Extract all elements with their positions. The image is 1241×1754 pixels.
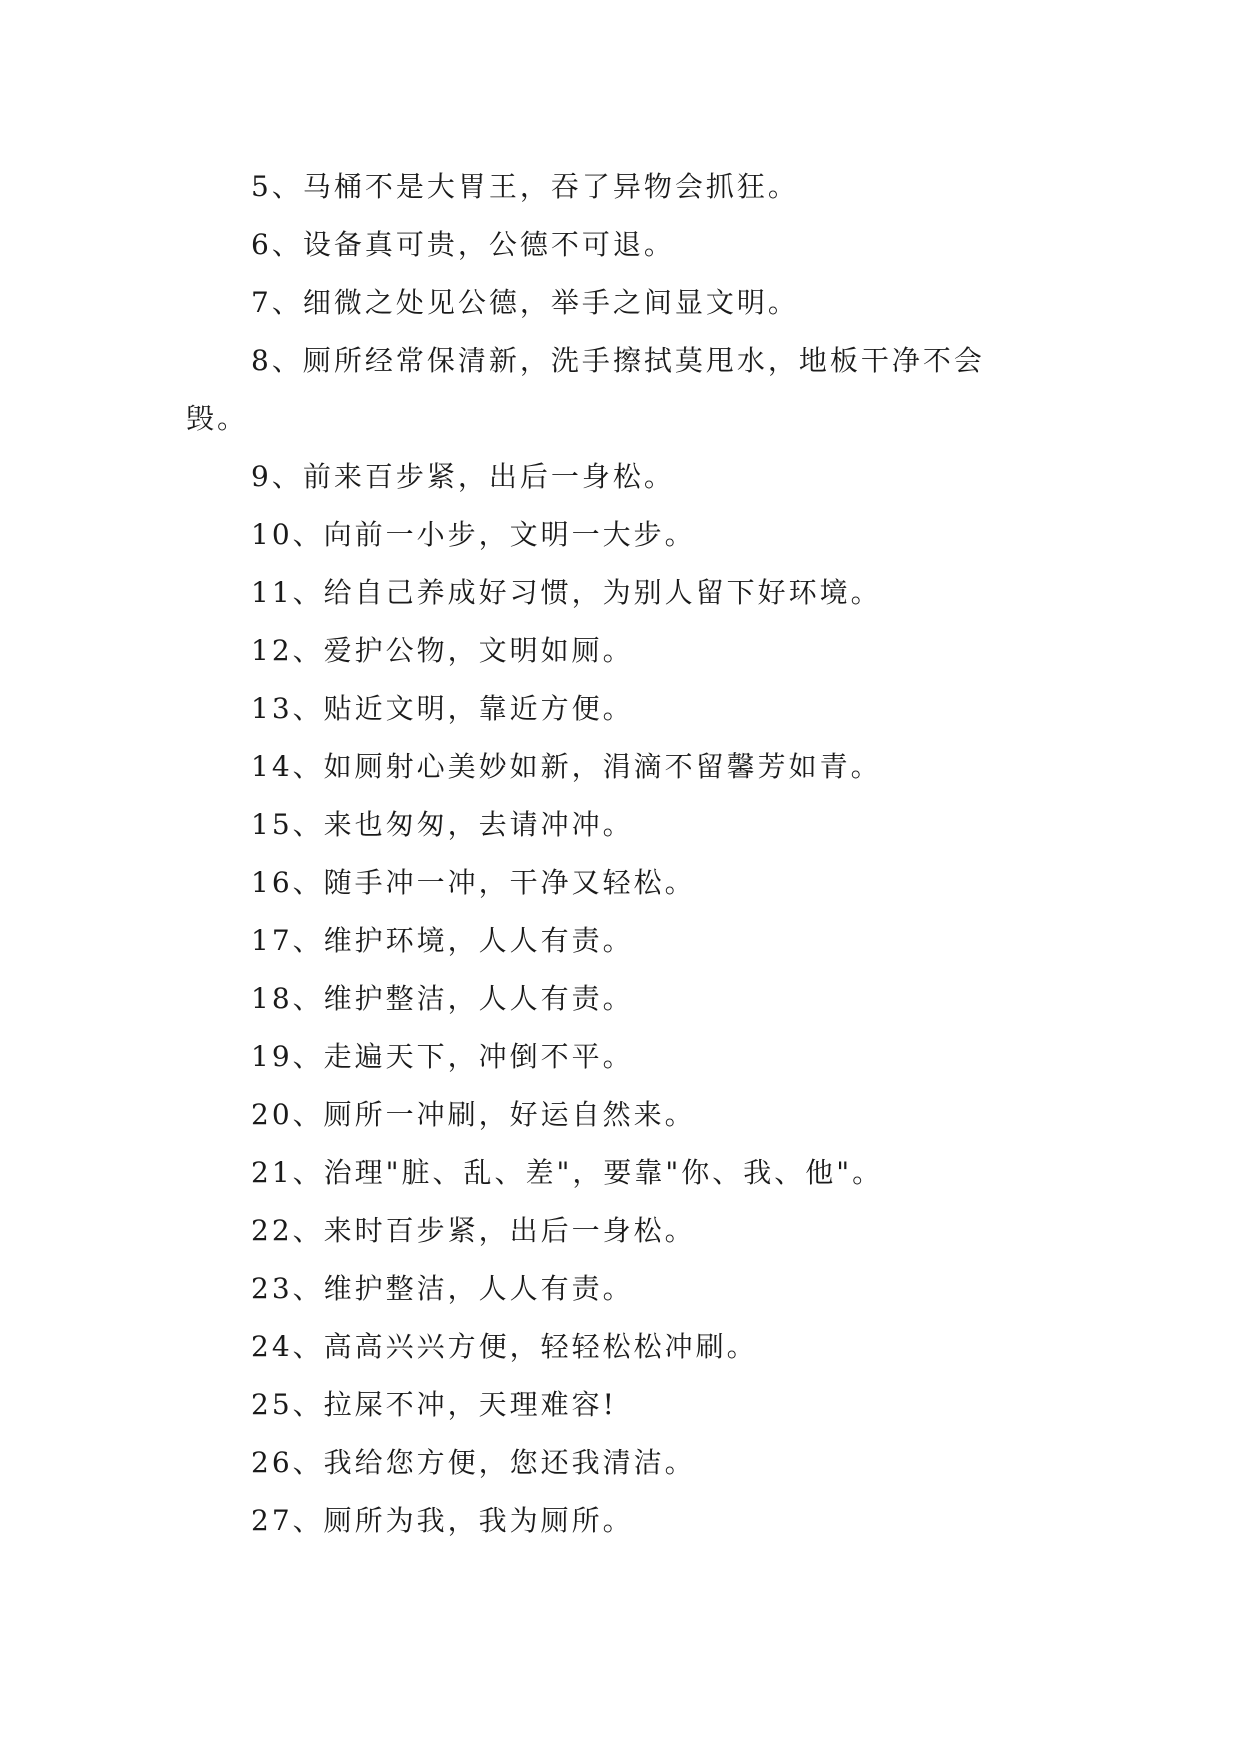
slogan-line-11: 11、给自己养成好习惯，为别人留下好环境。 <box>251 576 882 609</box>
slogan-line-8-continued: 毁。 <box>186 402 249 435</box>
slogan-line-8: 8、厕所经常保清新，洗手擦拭莫甩水，地板干净不会 <box>251 344 985 377</box>
slogan-line-20: 20、厕所一冲刷，好运自然来。 <box>251 1098 696 1131</box>
slogan-list <box>186 158 1054 1550</box>
slogan-line-21: 21、治理"脏、乱、差"，要靠"你、我、他"。 <box>251 1156 884 1189</box>
slogan-line-13: 13、贴近文明，靠近方便。 <box>251 692 634 725</box>
slogan-line-23: 23、维护整洁，人人有责。 <box>251 1272 634 1305</box>
slogan-line-25: 25、拉屎不冲，天理难容! <box>251 1388 617 1421</box>
slogan-line-7: 7、细微之处见公德，举手之间显文明。 <box>251 286 799 319</box>
slogan-line-10: 10、向前一小步，文明一大步。 <box>251 518 696 551</box>
slogan-line-17: 17、维护环境，人人有责。 <box>251 924 634 957</box>
slogan-line-27: 27、厕所为我，我为厕所。 <box>251 1504 634 1537</box>
slogan-line-14: 14、如厕射心美妙如新，涓滴不留馨芳如青。 <box>251 750 882 783</box>
slogan-line-18: 18、维护整洁，人人有责。 <box>251 982 634 1015</box>
slogan-line-16: 16、随手冲一冲，干净又轻松。 <box>251 866 696 899</box>
slogan-line-26: 26、我给您方便，您还我清洁。 <box>251 1446 696 1479</box>
slogan-line-22: 22、来时百步紧，出后一身松。 <box>251 1214 696 1247</box>
slogan-line-24: 24、高高兴兴方便，轻轻松松冲刷。 <box>251 1330 758 1363</box>
slogan-line-19: 19、走遍天下，冲倒不平。 <box>251 1040 634 1073</box>
slogan-line-6: 6、设备真可贵，公德不可退。 <box>251 228 675 261</box>
slogan-line-12: 12、爱护公物，文明如厕。 <box>251 634 634 667</box>
slogan-line-9: 9、前来百步紧，出后一身松。 <box>251 460 675 493</box>
slogan-line-5: 5、马桶不是大胃王，吞了异物会抓狂。 <box>251 170 799 203</box>
slogan-line-15: 15、来也匆匆，去请冲冲。 <box>251 808 634 841</box>
